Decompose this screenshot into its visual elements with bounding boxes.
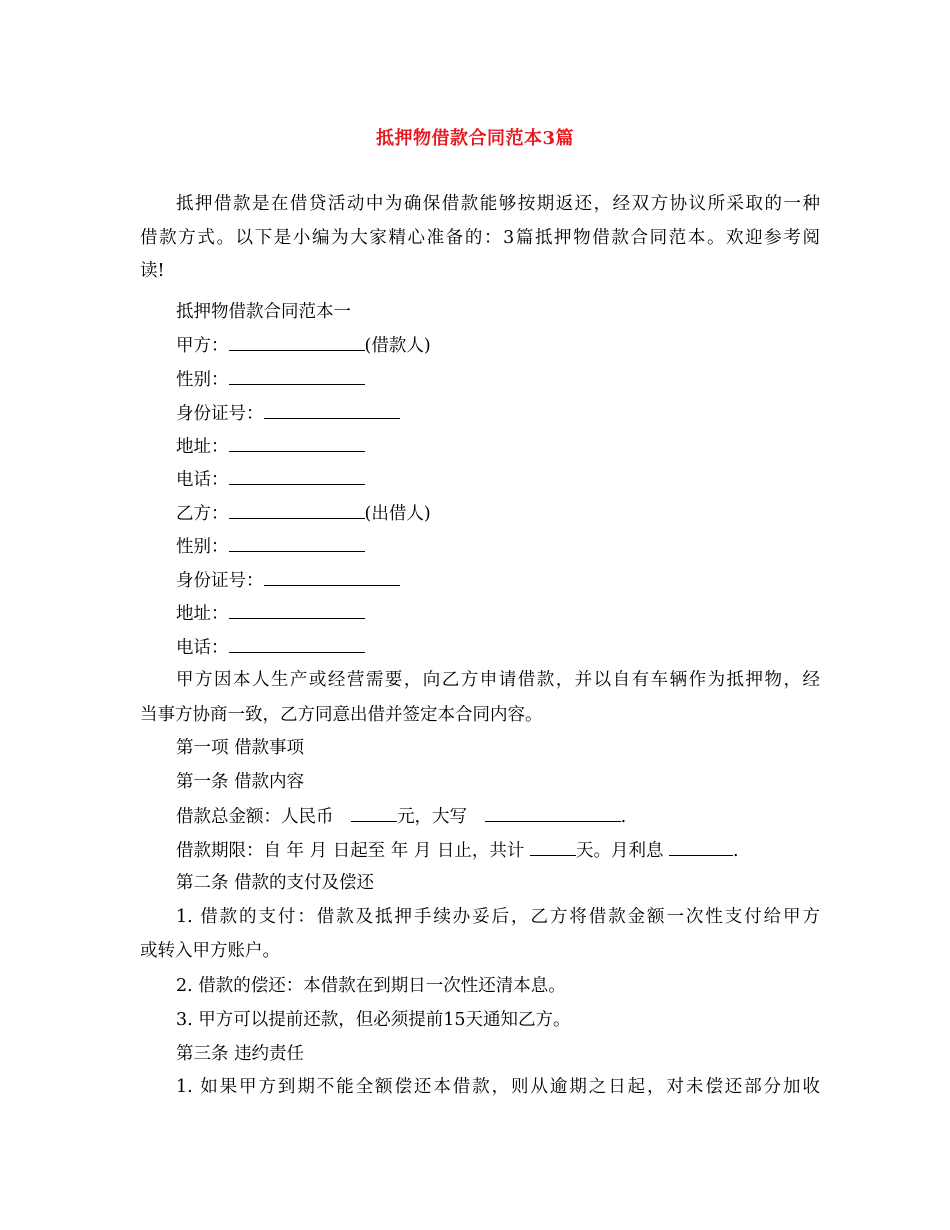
document-title: 抵押物借款合同范本3篇 (375, 128, 575, 149)
intro-line-3: 读! (140, 261, 165, 281)
party-b-phone-blank (229, 635, 365, 653)
payment-2: 2. 借款的偿还：本借款在到期日一次性还清本息。 (176, 976, 566, 996)
party-b-phone-row (176, 635, 820, 660)
party-b-name-blank (229, 501, 365, 519)
party-a-label: 甲方： (176, 336, 229, 356)
intro-line-1: 抵押借款是在借贷活动中为确保借款能够按期返还，经双方协议所采取的一种 (176, 194, 820, 214)
loan-term-row (176, 838, 820, 863)
preamble-line-2: 当事方协商一致，乙方同意出借并签定本合同内容。 (140, 705, 543, 725)
intro-line-2: 借款方式。以下是小编为大家精心准备的：3篇抵押物借款合同范本。欢迎参考阅 (140, 228, 820, 248)
party-a-address-blank (229, 434, 365, 452)
payment-1-line-1: 1. 借款的支付：借款及抵押手续办妥后，乙方将借款金额一次性支付给甲方 (176, 907, 820, 927)
party-b-id-row (176, 568, 820, 593)
party-a-phone-label: 电话： (176, 470, 229, 490)
party-a-role: (借款人) (364, 336, 431, 356)
party-a-phone-blank (229, 467, 365, 485)
party-a-id-row (176, 401, 820, 426)
payment-1-line-2: 或转入甲方账户。 (140, 941, 280, 961)
party-a-name-blank (229, 333, 365, 351)
party-b-id-blank (264, 568, 400, 586)
party-b-phone-label: 电话： (176, 638, 229, 658)
term-prefix: 借款期限：自 年 月 日起至 年 月 日止，共计 (176, 841, 530, 861)
party-b-gender-label: 性别： (176, 537, 229, 557)
party-a-gender-blank (229, 367, 365, 385)
party-b-role: (出借人) (364, 504, 431, 524)
monthly-interest-blank (669, 838, 733, 856)
item-1-heading: 第一项 借款事项 (176, 738, 305, 758)
amount-number-blank (351, 804, 397, 822)
article-2-heading: 第二条 借款的支付及偿还 (176, 873, 375, 893)
breach-1-line-1: 1. 如果甲方到期不能全额偿还本借款，则从逾期之日起，对未偿还部分加收 (176, 1077, 820, 1097)
term-days: 天。月利息 (575, 841, 670, 861)
party-a-gender-label: 性别： (176, 370, 229, 390)
party-b-address-label: 地址： (176, 604, 229, 624)
term-end: . (733, 841, 739, 861)
party-b-gender-row (176, 534, 820, 559)
amount-prefix: 借款总金额：人民币 (176, 807, 340, 827)
party-a-address-row (176, 434, 820, 459)
preamble-line-1: 甲方因本人生产或经营需要，向乙方申请借款，并以自有车辆作为抵押物，经 (176, 670, 820, 690)
term-days-blank (530, 838, 576, 856)
amount-unit: 元，大写 (397, 807, 473, 827)
loan-amount-row (176, 804, 820, 829)
section-title: 抵押物借款合同范本一 (176, 302, 351, 322)
party-a-gender-row (176, 367, 820, 392)
party-b-address-blank (229, 601, 365, 619)
party-a-id-blank (264, 401, 400, 419)
party-a-address-label: 地址： (176, 437, 229, 457)
party-b-address-row (176, 601, 820, 626)
party-a-id-label: 身份证号： (176, 404, 264, 424)
party-b-row (176, 501, 820, 526)
party-a-phone-row (176, 467, 820, 492)
amount-end: . (620, 807, 627, 827)
party-b-id-label: 身份证号： (176, 571, 264, 591)
payment-3: 3. 甲方可以提前还款，但必须提前15天通知乙方。 (176, 1010, 571, 1030)
article-3-heading: 第三条 违约责任 (176, 1044, 305, 1064)
party-b-gender-blank (229, 534, 365, 552)
party-a-row (176, 333, 820, 358)
party-b-label: 乙方： (176, 504, 229, 524)
article-1-heading: 第一条 借款内容 (176, 772, 305, 792)
amount-words-blank (485, 804, 621, 822)
